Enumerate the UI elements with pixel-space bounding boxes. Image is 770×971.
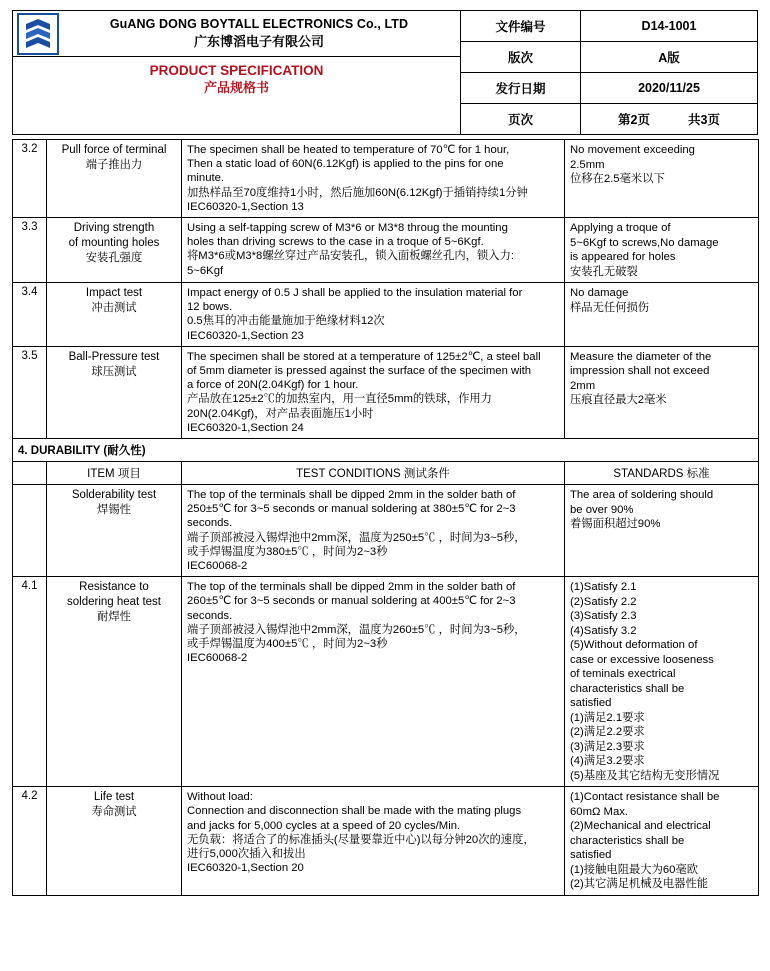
company-name-cn: 广东博滔电子有限公司 bbox=[193, 34, 324, 49]
condition-line: Connection and disconnection shall be made with the mating plugs bbox=[187, 805, 522, 818]
condition-line: 将M3*6或M3*8螺丝穿过产品安装孔，锁入面板螺丝孔内，锁入力: bbox=[187, 250, 515, 263]
row-item-cn: 端子推出力 bbox=[85, 159, 143, 171]
row-number: 3.2 bbox=[13, 140, 47, 218]
condition-line: seconds. bbox=[187, 609, 233, 622]
condition-line: IEC60320-1,Section 20 bbox=[187, 862, 304, 875]
company-names bbox=[64, 17, 460, 50]
table-row bbox=[13, 577, 759, 787]
row-item bbox=[47, 346, 182, 438]
doc-number-value: D14-1001 bbox=[641, 19, 697, 33]
condition-line: Using a self-tapping screw of M3*6 or M3*8 throug the mounting bbox=[187, 222, 508, 235]
row-number: 3.4 bbox=[13, 283, 47, 347]
standard-line: (2)Satisfy 2.2 bbox=[570, 595, 637, 608]
condition-line: Impact energy of 0.5 J shall be applied to the insulation material for bbox=[187, 287, 523, 300]
standard-line: 压痕直径最大2毫米 bbox=[570, 394, 667, 407]
standard-line: Measure the diameter of the bbox=[570, 350, 712, 363]
row-item bbox=[47, 218, 182, 283]
row-standards bbox=[565, 140, 759, 218]
row-item-cn: 安装孔强度 bbox=[85, 252, 143, 265]
standard-line: (4)满足3.2要求 bbox=[570, 755, 645, 768]
condition-line: 或手焊锡温度为400±5℃ ，时间为2~3秒 bbox=[187, 638, 388, 651]
condition-line: seconds. bbox=[187, 517, 233, 530]
standard-line: 安装孔无破裂 bbox=[570, 265, 638, 278]
document-title-block bbox=[13, 57, 460, 101]
row-item-en-1: Resistance to bbox=[79, 581, 149, 594]
revision-label: 版次 bbox=[461, 42, 581, 72]
company-name-en: GuANG DONG BOYTALL ELECTRONICS Co., LTD bbox=[109, 17, 409, 31]
row-item bbox=[47, 283, 182, 347]
condition-line: 250±5℃ for 3~5 seconds or manual soldering at 380±5℃ for 2~3 bbox=[187, 503, 516, 516]
condition-line: 12 bows. bbox=[187, 301, 233, 314]
row-item-cn: 耐焊性 bbox=[97, 611, 131, 624]
row-item-en-1: Driving strength bbox=[73, 222, 155, 235]
standard-line: Applying a troque of bbox=[570, 222, 671, 235]
standard-line: (3)满足2.3要求 bbox=[570, 740, 645, 753]
column-header-conditions: TEST CONDITIONS 测试条件 bbox=[182, 462, 565, 485]
company-identity bbox=[13, 11, 460, 57]
standard-line: (1)接触电阻最大为60毫欧 bbox=[570, 863, 699, 876]
standard-line: be over 90% bbox=[570, 503, 634, 516]
header-field-doc-number bbox=[461, 11, 757, 42]
standard-line: satisfied bbox=[570, 697, 612, 710]
condition-line: IEC60068-2 bbox=[187, 560, 248, 573]
row-number: 3.3 bbox=[13, 218, 47, 283]
condition-line: The top of the terminals shall be dipped 2mm in the solder bath of bbox=[187, 581, 516, 594]
row-standards bbox=[565, 485, 759, 577]
header-field-revision bbox=[461, 42, 757, 73]
condition-line: The specimen shall be stored at a temperature of 125±2℃, a steel ball bbox=[187, 350, 541, 363]
section-header-row bbox=[13, 439, 759, 462]
row-item bbox=[47, 485, 182, 577]
specification-table-body bbox=[13, 140, 759, 896]
row-standards bbox=[565, 787, 759, 896]
condition-line: 或手焊锡温度为380±5℃ ，时间为2~3秒 bbox=[187, 545, 388, 558]
specification-table bbox=[12, 139, 759, 896]
standard-line: of teminals exectrical bbox=[570, 668, 676, 681]
page-value bbox=[581, 104, 757, 134]
revision-value: A版 bbox=[658, 51, 680, 65]
condition-line: The top of the terminals shall be dipped 2mm in the solder bath of bbox=[187, 489, 516, 502]
row-standards bbox=[565, 218, 759, 283]
table-row bbox=[13, 787, 759, 896]
column-header-row bbox=[13, 462, 759, 485]
table-row bbox=[13, 140, 759, 218]
condition-line: a force of 20N(2.04Kgf) for 1 hour. bbox=[187, 379, 359, 392]
standard-line: (2)其它满足机械及电器性能 bbox=[570, 878, 709, 891]
condition-line: IEC60320-1,Section 24 bbox=[187, 421, 304, 434]
row-item-en-2: of mounting holes bbox=[68, 237, 160, 250]
column-header-item: ITEM 项目 bbox=[47, 462, 182, 485]
page-total: 共3页 bbox=[688, 113, 720, 127]
condition-line: of 5mm diameter is pressed against the surface of the specimen with bbox=[187, 365, 532, 378]
standard-line: 样品无任何损伤 bbox=[570, 301, 650, 314]
row-standards bbox=[565, 283, 759, 347]
standard-line: 2mm bbox=[570, 379, 596, 392]
standard-line: 60mΩ Max. bbox=[570, 805, 629, 818]
row-conditions bbox=[182, 218, 565, 283]
condition-line: IEC60320-1,Section 23 bbox=[187, 329, 304, 342]
column-header-standards: STANDARDS 标准 bbox=[565, 462, 759, 485]
condition-line: holes than driving screws to the case in a troque of 5~6Kgf. bbox=[187, 236, 484, 249]
table-row bbox=[13, 485, 759, 577]
doc-title-cn: 产品规格书 bbox=[203, 79, 269, 95]
header-field-page bbox=[461, 104, 757, 134]
row-item-en: Solderability test bbox=[71, 489, 157, 502]
condition-line: 260±5℃ for 3~5 seconds or manual soldering at 400±5℃ for 2~3 bbox=[187, 595, 516, 608]
header-left-block bbox=[13, 11, 461, 134]
condition-line: IEC60320-1,Section 13 bbox=[187, 200, 304, 213]
row-item-cn: 寿命测试 bbox=[91, 806, 137, 819]
standard-line: 2.5mm bbox=[570, 158, 605, 171]
row-number: 4.2 bbox=[13, 787, 47, 896]
row-number: 3.5 bbox=[13, 346, 47, 438]
row-item-en: Pull force of terminal bbox=[61, 144, 167, 156]
condition-line: 加热样品至70度维持1小时，然后施加60N(6.12Kgf)于插销持续1分钟 bbox=[187, 186, 528, 199]
condition-line: 产品放在125±2℃的加热室内，用一直径5mm的铁球，作用力 bbox=[187, 393, 492, 406]
condition-line: 0.5焦耳的冲击能量施加于绝缘材料12次 bbox=[187, 315, 385, 328]
standard-line: characteristics shall be bbox=[570, 682, 685, 695]
logo-svg bbox=[17, 13, 59, 55]
standard-line: (2)Mechanical and electrical bbox=[570, 820, 711, 833]
header-right-block bbox=[461, 11, 757, 134]
standard-line: 5~6Kgf to screws,No damage bbox=[570, 236, 719, 249]
table-row bbox=[13, 346, 759, 438]
page-current: 第2页 bbox=[618, 113, 650, 127]
row-conditions bbox=[182, 577, 565, 787]
doc-number-label: 文件编号 bbox=[461, 11, 581, 41]
standard-line: (1)Contact resistance shall be bbox=[570, 791, 720, 804]
table-row bbox=[13, 218, 759, 283]
row-conditions bbox=[182, 485, 565, 577]
standard-line: (1)Satisfy 2.1 bbox=[570, 581, 637, 594]
condition-line: IEC60068-2 bbox=[187, 652, 248, 665]
row-standards bbox=[565, 577, 759, 787]
condition-line: 端子顶部被浸入锡焊池中2mm深，温度为250±5℃ ，时间为3~5秒， bbox=[187, 531, 526, 544]
standard-line: (2)满足2.2要求 bbox=[570, 726, 645, 739]
condition-line: and jacks for 5,000 cycles at a speed of 20 cycles/Min. bbox=[187, 819, 461, 832]
standard-line: is appeared for holes bbox=[570, 251, 676, 264]
standard-line: (4)Satisfy 3.2 bbox=[570, 624, 637, 637]
row-item-en: Impact test bbox=[85, 287, 143, 300]
standard-line: (1)满足2.1要求 bbox=[570, 711, 645, 724]
row-item-cn: 焊锡性 bbox=[97, 504, 131, 517]
issue-date-label: 发行日期 bbox=[461, 73, 581, 103]
standard-line: case or excessive looseness bbox=[570, 653, 714, 666]
issue-date-value: 2020/11/25 bbox=[638, 81, 700, 95]
page-label: 页次 bbox=[461, 104, 581, 134]
row-conditions bbox=[182, 346, 565, 438]
condition-line: The specimen shall be heated to temperature of 70℃ for 1 hour, bbox=[187, 144, 510, 156]
condition-line: 5~6Kgf bbox=[187, 264, 224, 277]
standard-line: characteristics shall be bbox=[570, 834, 685, 847]
condition-line: 无负载：将适合了的标准插头(尽量要靠近中心)以每分钟20次的速度， bbox=[187, 833, 535, 846]
row-number bbox=[13, 485, 47, 577]
standard-line: 位移在2.5毫米以下 bbox=[570, 173, 665, 185]
standard-line: The area of soldering should bbox=[570, 489, 714, 502]
row-item bbox=[47, 787, 182, 896]
row-standards bbox=[565, 346, 759, 438]
condition-line: 20N(2.04Kgf)，对产品表面施压1小时 bbox=[187, 407, 374, 420]
row-item-cn: 冲击测试 bbox=[91, 302, 137, 315]
condition-line: Then a static load of 60N(6.12Kgf) is applied to the pins for one bbox=[187, 158, 504, 171]
condition-line: Without load: bbox=[187, 791, 253, 804]
standard-line: (3)Satisfy 2.3 bbox=[570, 610, 637, 623]
standard-line: satisfied bbox=[570, 849, 612, 862]
row-conditions bbox=[182, 787, 565, 896]
column-header-no bbox=[13, 462, 47, 485]
row-conditions bbox=[182, 283, 565, 347]
row-item-en: Life test bbox=[93, 791, 135, 804]
condition-line: 端子顶部被浸入锡焊池中2mm深，温度为260±5℃ ，时间为3~5秒， bbox=[187, 623, 526, 636]
row-item-en: Ball-Pressure test bbox=[68, 350, 160, 363]
standard-line: (5)基座及其它结构无变形情况 bbox=[570, 769, 720, 782]
section-title: 4. DURABILITY (耐久性) bbox=[13, 439, 759, 462]
header-field-issue-date bbox=[461, 73, 757, 104]
standard-line: No movement exceeding bbox=[570, 144, 695, 156]
standard-line: (5)Without deformation of bbox=[570, 639, 698, 652]
condition-line: 进行5,000次插入和拔出 bbox=[187, 848, 306, 861]
standard-line: 着锡面积超过90% bbox=[570, 518, 661, 531]
standard-line: No damage bbox=[570, 287, 629, 300]
row-item-en-2: soldering heat test bbox=[67, 596, 161, 609]
row-item-cn: 球压测试 bbox=[91, 365, 137, 378]
table-row bbox=[13, 283, 759, 347]
row-conditions bbox=[182, 140, 565, 218]
condition-line: minute. bbox=[187, 172, 225, 185]
row-item bbox=[47, 140, 182, 218]
standard-line: impression shall not exceed bbox=[570, 365, 710, 378]
doc-title-en: PRODUCT SPECIFICATION bbox=[149, 62, 324, 78]
document-header bbox=[12, 10, 758, 135]
company-logo-icon bbox=[16, 12, 60, 56]
row-number: 4.1 bbox=[13, 577, 47, 787]
row-item bbox=[47, 577, 182, 787]
